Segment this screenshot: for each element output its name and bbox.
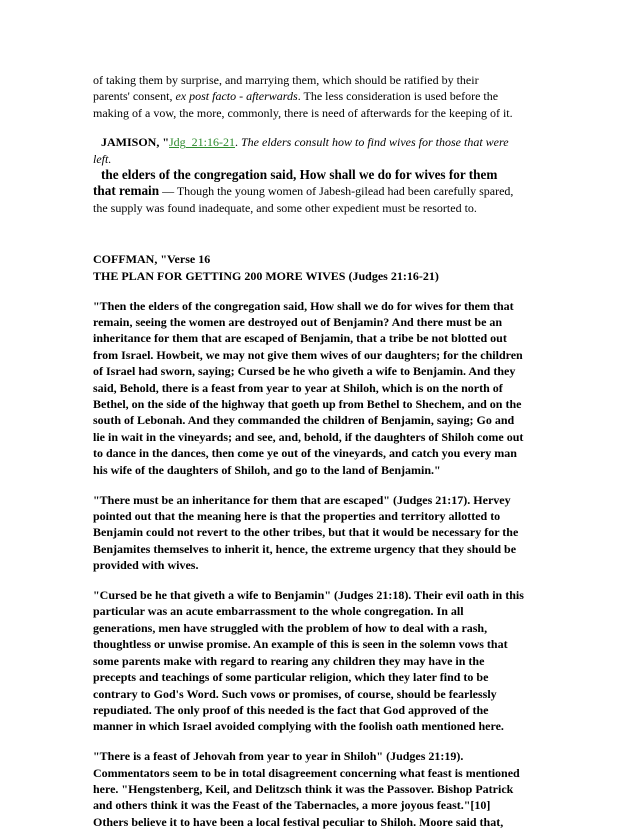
elders-heading-cont: that remain [93,183,160,199]
jamison-label: JAMISON, " [101,135,169,150]
commentary-line: Benjamites themselves to inherit it, hence, the extreme urgency that they should be [93,541,517,556]
commentary-line: remain, seeing the women are destroyed out of Benjamin? And there must be an [93,314,503,329]
coffman-subtitle: THE PLAN FOR GETTING 200 MORE WIVES (Judges 21:16-21) [93,268,439,283]
commentary-line: manner in which Israel avoided complying with the foolish oath mentioned here. [93,719,504,734]
commentary-line: provided with wives. [93,558,199,573]
elders-text: — Though the young women of Jabesh-gilead had been carefully spared, [159,184,514,199]
jamison-summary: The elders consult how to find wives for those that were [241,135,509,150]
intro-line: making of a vow, the more, commonly, there is need of afterwards for the keeping of it. [93,105,513,120]
elders-text: the supply was found inadequate, and some other expedient must be resorted to. [93,200,477,215]
elders-paragraph [93,167,545,216]
jamison-summary-cont: left. [93,151,112,166]
commentary-line: "Then the elders of the congregation said, How shall we do for wives for them that [93,298,514,313]
commentary-paragraph [93,298,545,478]
commentary-line: particular was an acute embarrassment to the whole congregation. In all [93,604,464,619]
commentary-line: thoughtless or unwise promise. An example of this is seen in the solemn vows that [93,637,508,652]
commentary-line: from Israel. Howbeit, we may not give them wives of our daughters; for the children [93,347,523,362]
commentary-line: repudiated. The only proof of this needed is the fact that God approved of the [93,702,489,717]
commentary-line: some parents make with regard to rearing any children they may have in the [93,653,485,668]
coffman-heading [93,251,545,284]
commentary-paragraph [93,748,545,830]
jamison-paragraph [93,134,545,167]
commentary-line: here. "Hengstenberg, Keil, and Delitzsch think it was the Passover. Bishop Patrick [93,782,514,797]
scripture-reference-link[interactable]: Jdg_21:16-21 [169,135,235,150]
commentary-line: inheritance for them that are escaped of Benjamin, that a tribe be not blotted out [93,331,507,346]
commentary-line: "There is a feast of Jehovah from year to year in Shiloh" (Judges 21:19). [93,749,464,764]
commentary-line: lie in wait in the vineyards; and see, and, behold, if the daughters of Shiloh come out [93,429,524,444]
intro-line: parents' consent, [93,89,176,104]
page-content [93,72,545,830]
elders-heading: the elders of the congregation said, How shall we do for wives for them [101,167,498,183]
commentary-line: Commentators seem to be in total disagreement concerning what feast is mentioned [93,765,520,780]
commentary-paragraph [93,587,545,735]
commentary-line: to dance in the dances, then come ye out of the vineyards, and catch you every man [93,446,517,461]
commentary-line: "Cursed be he that giveth a wife to Benjamin" (Judges 21:18). Their evil oath in this [93,588,524,603]
commentary-paragraphs [93,298,545,830]
commentary-line: Others believe it to have been a local festival peculiar to Shiloh. Moore said that, [93,814,504,829]
commentary-line: and others think it was the Feast of the Tabernacles, a more joyous feast."[10] [93,798,491,813]
intro-italic: ex post facto - afterwards [175,89,298,104]
coffman-title: COFFMAN, "Verse 16 [93,252,211,267]
commentary-line: of Israel had sworn, saying; Cursed be he who giveth a wife to Benjamin. And they [93,364,516,379]
intro-paragraph [93,72,545,121]
commentary-line: pointed out that the meaning here is that the properties and territory allotted to [93,508,501,523]
commentary-line: "There must be an inheritance for them that are escaped" (Judges 21:17). Hervey [93,492,511,507]
intro-line: of taking them by surprise, and marrying them, which should be ratified by their [93,73,479,87]
commentary-line: Benjamin could not revert to the other tribes, but that it would be necessary for the [93,525,519,540]
commentary-line: contrary to God's Word. Such vows or promises, of course, should be fearlessly [93,686,497,701]
commentary-line: Bethel, on the side of the highway that goeth up from Bethel to Shechem, and on the [93,397,522,411]
commentary-line: his wife of the daughters of Shiloh, and go to the land of Benjamin." [93,462,441,477]
commentary-line: said, Behold, there is a feast from year to year at Shiloh, which is on the north of [93,380,503,395]
commentary-line: south of Lebonah. And they commanded the children of Benjamin, saying; Go and [93,413,515,428]
commentary-line: generations, men have struggled with the problem of how to deal with a rash, [93,620,488,635]
intro-line: . The less consideration is used before the [297,89,499,104]
commentary-line: precepts and teachings of some particular religion, which they later find to be [93,670,489,685]
commentary-paragraph [93,492,545,574]
jamison-separator: . [235,135,241,150]
